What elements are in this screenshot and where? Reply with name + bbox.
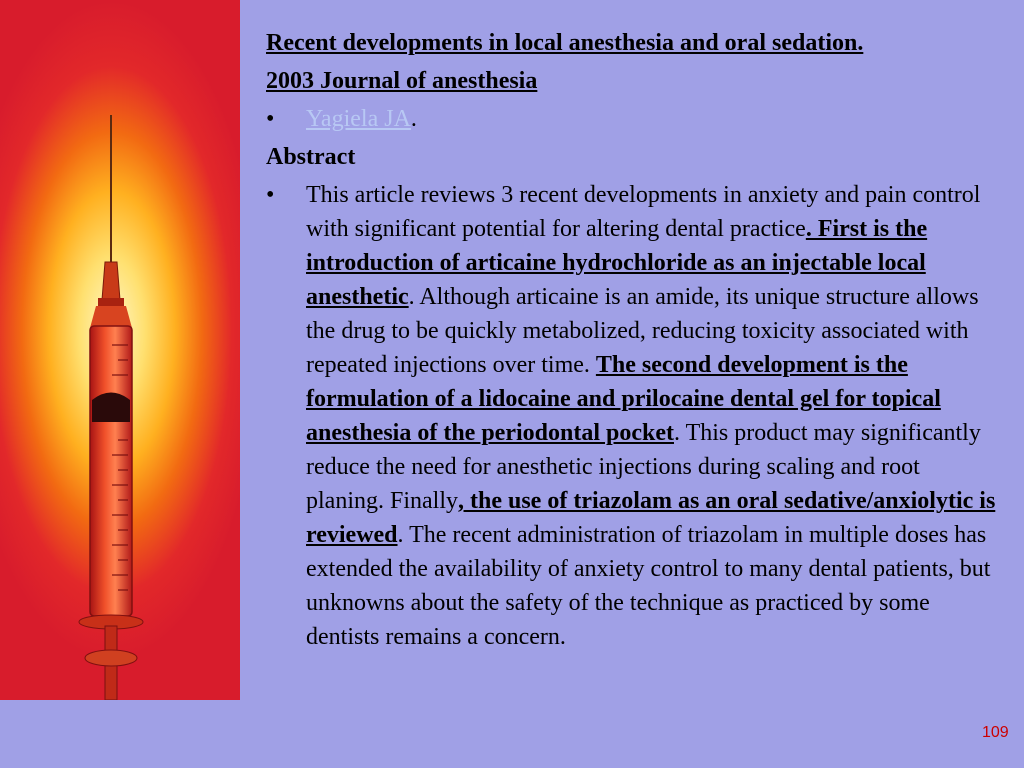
- highlight-articaine: . First is the introduction of articaine hydrochloride as an injectable local anesthetic: [306, 216, 928, 310]
- author-row: [266, 102, 996, 136]
- syringe-photo: [0, 0, 240, 700]
- page-number: 109: [982, 724, 1009, 741]
- article-title: Recent developments in local anesthesia and oral sedation.: [266, 30, 864, 56]
- highlight-gel: The second development is the formulation of a lidocaine and prilocaine dental gel for topical anesthesia of the periodontal pocket: [306, 352, 941, 446]
- syringe-icon: [0, 0, 240, 700]
- bullet: •: [266, 106, 275, 132]
- author-suffix: .: [410, 106, 417, 132]
- abstract-text: [266, 178, 996, 654]
- slide-content: [266, 26, 996, 654]
- author-link[interactable]: Yagiela JA: [306, 106, 411, 132]
- abstract-heading: Abstract: [266, 144, 356, 170]
- abstract-part-2: . Although articaine is an amide, its unique structure allows the drug to be quickly metabolized, reducing toxicity associated with repeated injections over time.: [306, 284, 979, 378]
- abstract-part-1: This article reviews 3 recent developments in anxiety and pain control with significant potential for altering dental practice: [306, 182, 981, 242]
- abstract-part-3: . This product may significantly reduce the need for anesthetic injections during scaling and root planing. Finally: [306, 420, 981, 514]
- journal-line: 2003 Journal of anesthesia: [266, 68, 538, 94]
- abstract-part-4: . The recent administration of triazolam in multiple doses has extended the availability of anxiety control to many dental patients, but unknowns about the safety of the technique as practiced by some dentists remains a concern.: [306, 522, 991, 650]
- bullet: •: [266, 182, 275, 208]
- highlight-triazolam: , the use of triazolam as an oral sedative/anxiolytic is reviewed: [306, 488, 996, 548]
